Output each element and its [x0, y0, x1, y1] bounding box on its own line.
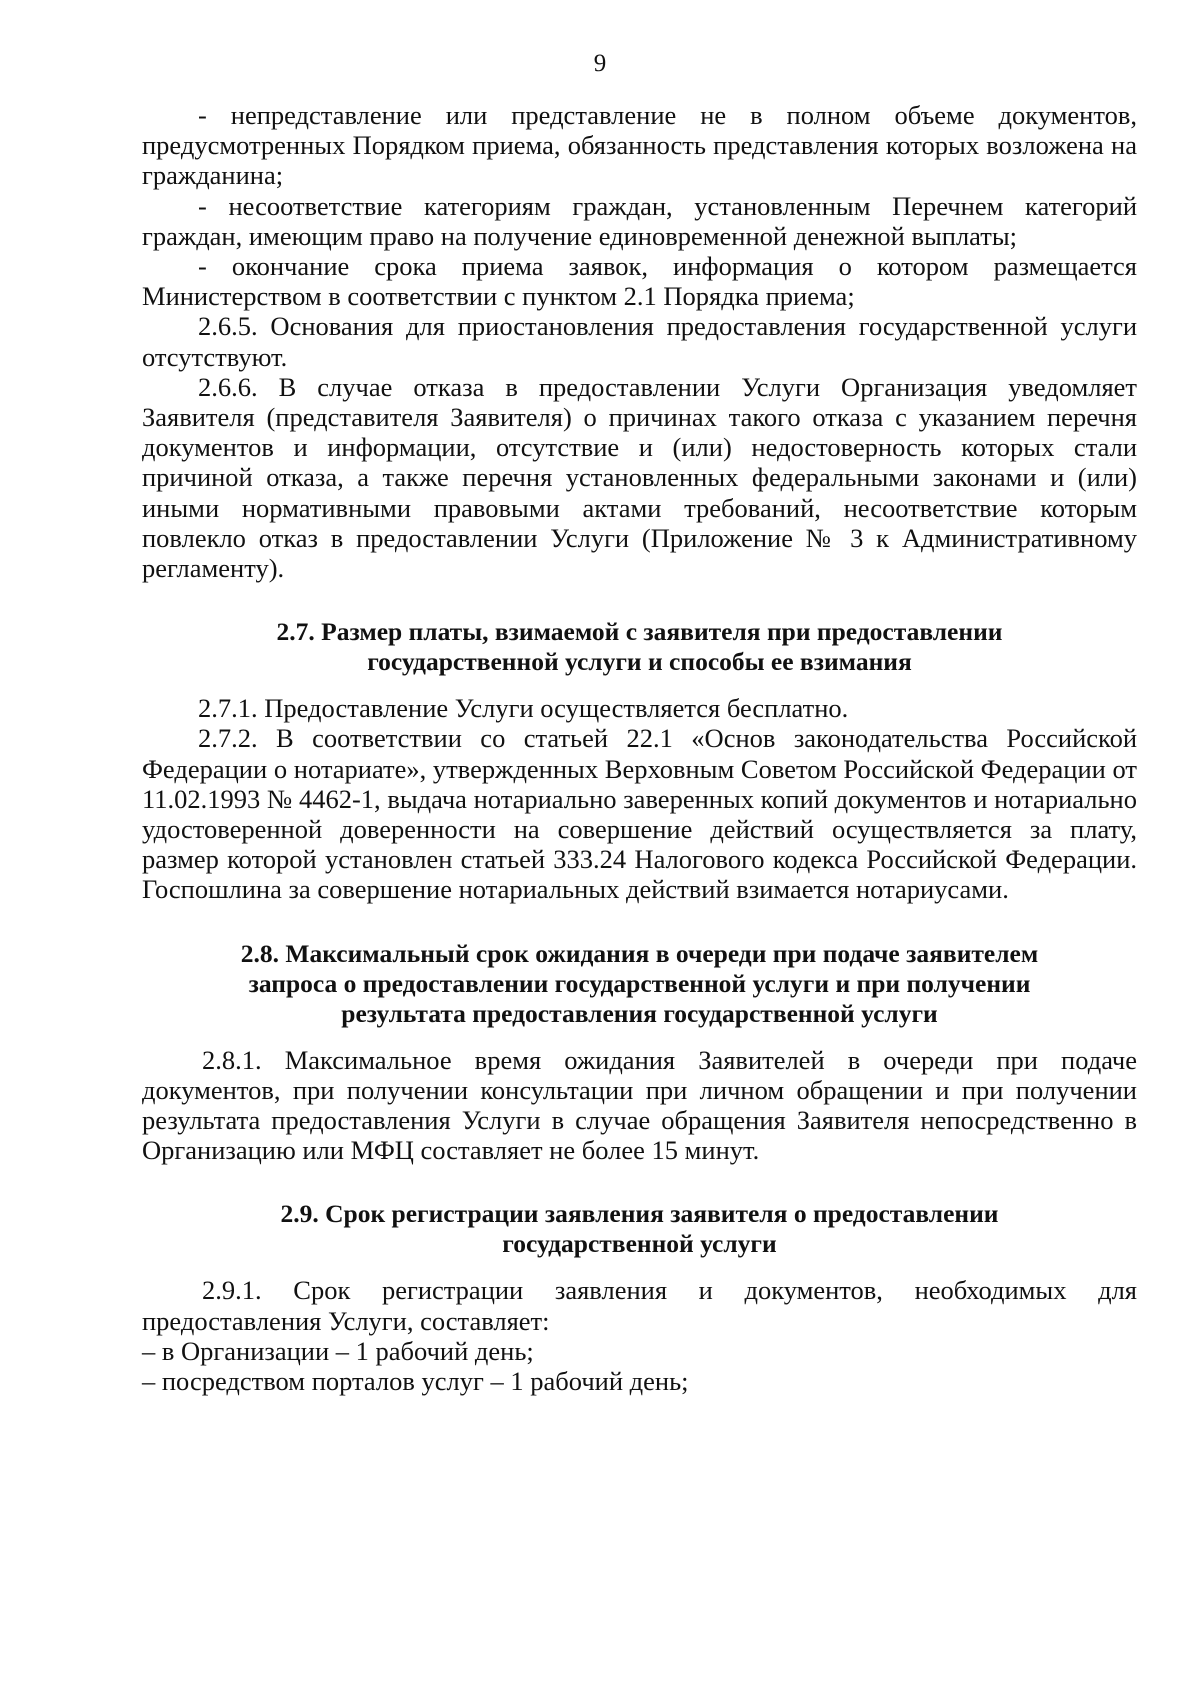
paragraph: 2.8.1. Максимальное время ожидания Заявителей в очереди при подаче документов, при получении консультации при личном обращении и при получении результата предоставления Услуги в случае обращения Заявителя непосредственно в Организацию или МФЦ составляет не более 15 минут. [142, 1044, 1137, 1166]
paragraph: - непредставление или представление не в полном объеме документов, предусмотренных Порядком приема, обязанность представления которых возложена на гражданина; [142, 100, 1137, 191]
heading-line: результата предоставления государственной услуги [341, 998, 938, 1028]
paragraph: 2.6.5. Основания для приостановления предоставления государственной услуги отсутствуют. [142, 311, 1137, 372]
list-item: – в Организации – 1 рабочий день; [142, 1335, 534, 1366]
heading-line: государственной услуги и способы ее взимания [367, 647, 912, 677]
heading-line: 2.7. Размер платы, взимаемой с заявителя при предоставлении [276, 617, 1003, 647]
heading-line: 2.8. Максимальный срок ожидания в очереди при подаче заявителем [240, 938, 1039, 968]
paragraph: 2.7.1. Предоставление Услуги осуществляется бесплатно. [198, 693, 849, 724]
paragraph: - несоответствие категориям граждан, установленным Перечнем категорий граждан, имеющим право на получение единовременной денежной выплаты; [142, 190, 1137, 251]
paragraph: 2.9.1. Срок регистрации заявления и документов, необходимых для предоставления Услуги, составляет: [142, 1275, 1137, 1336]
heading-line: запроса о предоставлении государственной услуги и при получении [248, 968, 1031, 998]
paragraph: 2.6.6. В случае отказа в предоставлении Услуги Организация уведомляет Заявителя (представителя Заявителя) о причинах такого отказа с указанием перечня документов и информации, отсутствие и (или) недостоверность которых стали причиной отказа, а также перечня установленных федеральными законами и (или) иными нормативными правовыми актами требований, несоответствие которым повлекло отказ в предоставлении Услуги (Приложение № 3 к Административному регламенту). [142, 371, 1137, 584]
paragraph: - окончание срока приема заявок, информация о котором размещается Министерством в соответствии с пунктом 2.1 Порядка приема; [142, 251, 1137, 312]
heading-line: государственной услуги [502, 1229, 777, 1259]
paragraph: 2.7.2. В соответствии со статьей 22.1 «Основ законодательства Российской Федерации о нотариате», утвержденных Верховным Советом Российской Федерации от 11.02.1993 № 4462-1, выдача нотариально заверенных копий документов и нотариально удостоверенной доверенности на совершение действий осуществляется за плату, размер которой установлен статьей 333.24 Налогового кодекса Российской Федерации. Госпошлина за совершение нотариальных действий взимается нотариусами. [142, 723, 1137, 905]
section-heading-2-9 [142, 1199, 1137, 1259]
page-number: 9 [593, 50, 607, 77]
section-heading-2-8 [142, 939, 1137, 1029]
document-body [142, 100, 1137, 1396]
heading-line: 2.9. Срок регистрации заявления заявителя о предоставлении [280, 1199, 999, 1229]
list-item: – посредством порталов услуг – 1 рабочий день; [142, 1366, 689, 1397]
section-heading-2-7 [142, 617, 1137, 677]
